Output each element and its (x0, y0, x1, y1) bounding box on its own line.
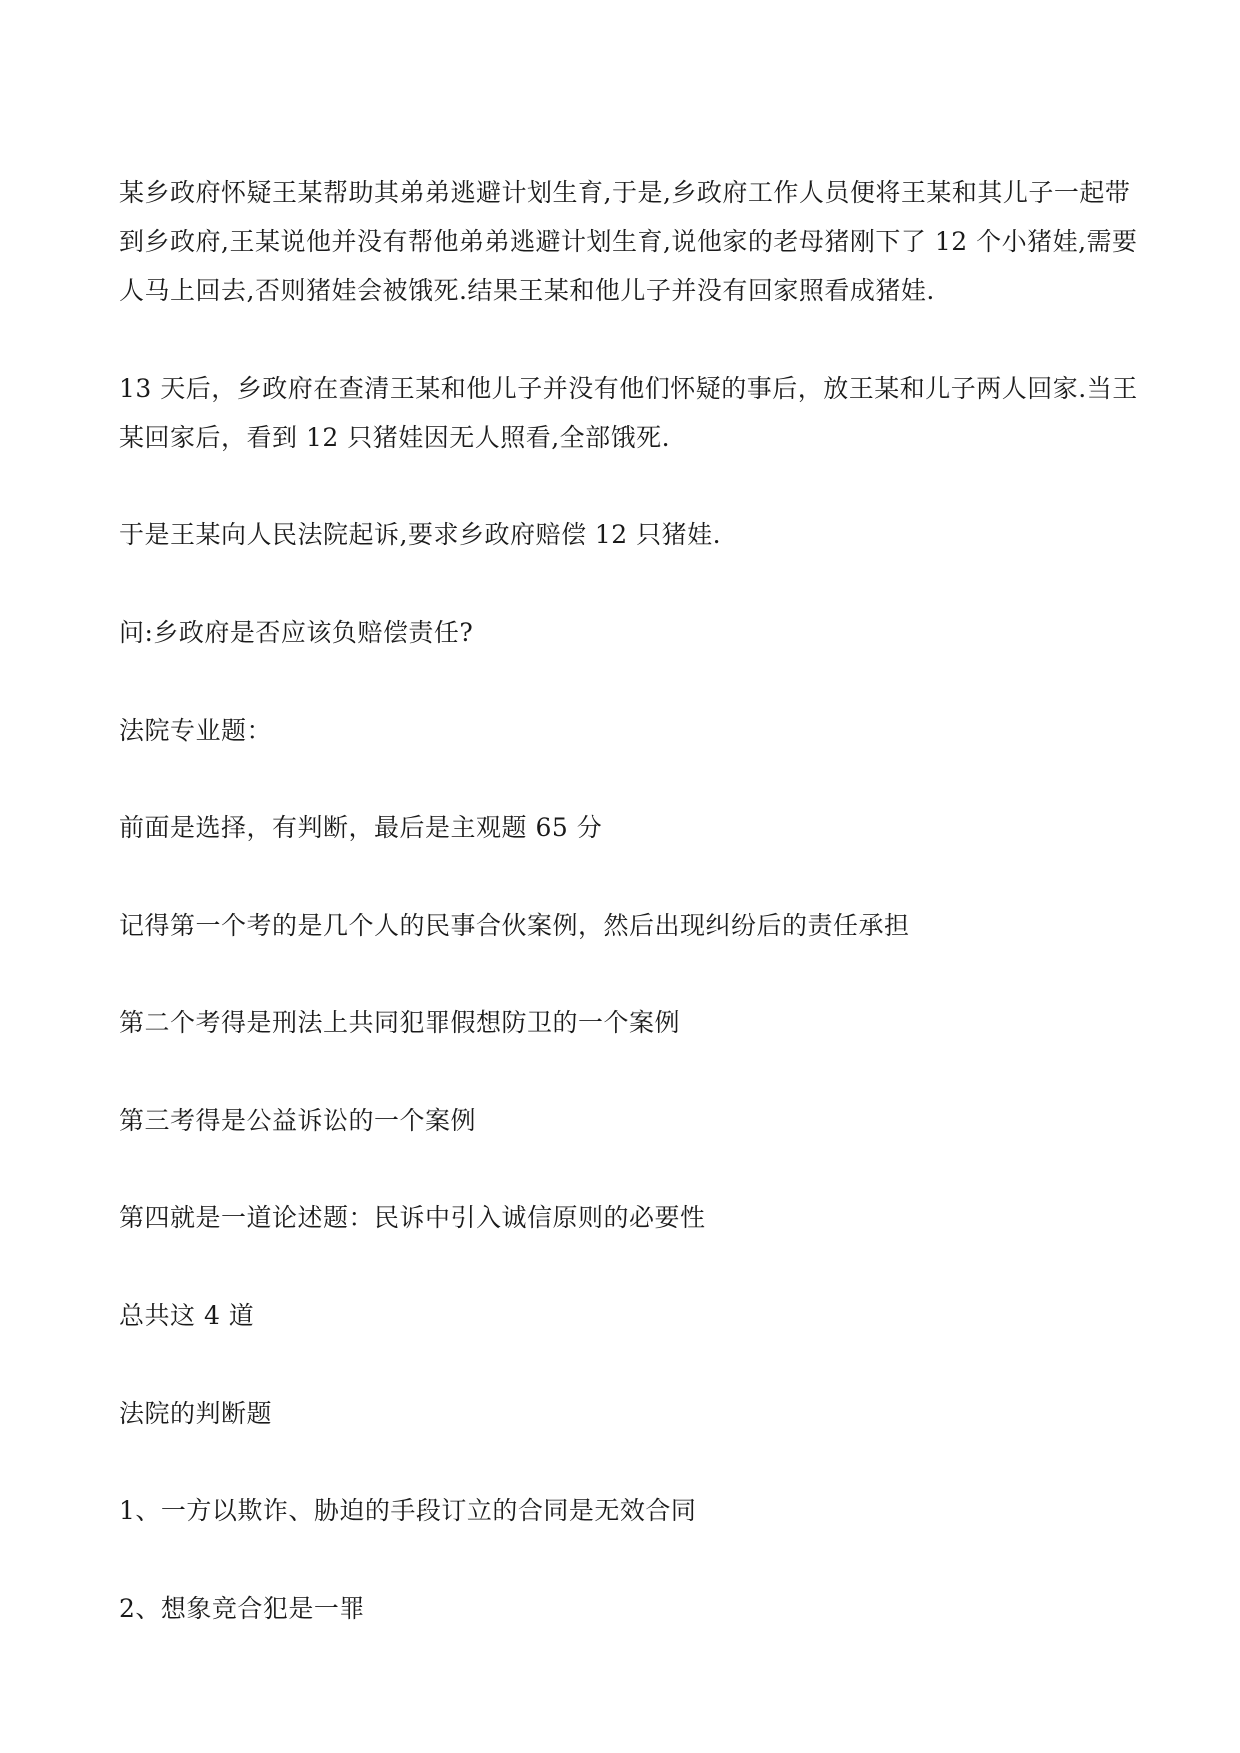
exam-question-1-paragraph: 记得第一个考的是几个人的民事合伙案例，然后出现纠纷后的责任承担 (119, 911, 910, 940)
section-heading-court-professional: 法院专业题： (119, 716, 273, 745)
exam-total-paragraph: 总共这 4 道 (119, 1301, 255, 1330)
section-heading-judgment-questions: 法院的判断题 (119, 1399, 273, 1428)
text-line: 人马上回去,否则猪娃会被饿死.结果王某和他儿子并没有回家照看成猪娃. (119, 276, 935, 305)
text-line: 某回家后，看到 12 只猪娃因无人照看,全部饿死. (119, 423, 671, 452)
case-outcome-paragraph (119, 364, 1138, 462)
text-line: 到乡政府,王某说他并没有帮他弟弟逃避计划生育,说他家的老母猪刚下了 12 个小猪娃,需要 (119, 227, 1138, 256)
exam-structure-paragraph: 前面是选择，有判断，最后是主观题 65 分 (119, 813, 603, 842)
judgment-item-1: 1、一方以欺诈、胁迫的手段订立的合同是无效合同 (119, 1496, 697, 1525)
judgment-item-2: 2、想象竞合犯是一罪 (119, 1594, 365, 1623)
lawsuit-paragraph: 于是王某向人民法院起诉,要求乡政府赔偿 12 只猪娃. (119, 520, 722, 549)
question-paragraph: 问:乡政府是否应该负赔偿责任? (119, 618, 474, 647)
exam-question-2-paragraph: 第二个考得是刑法上共同犯罪假想防卫的一个案例 (119, 1008, 681, 1037)
exam-question-3-paragraph: 第三考得是公益诉讼的一个案例 (119, 1106, 477, 1135)
text-line: 某乡政府怀疑王某帮助其弟弟逃避计划生育,于是,乡政府工作人员便将王某和其儿子一起带 (119, 178, 1131, 207)
text-line: 13 天后，乡政府在查清王某和他儿子并没有他们怀疑的事后，放王某和儿子两人回家.当王 (119, 374, 1138, 403)
case-description-paragraph (119, 168, 1138, 315)
exam-question-4-paragraph: 第四就是一道论述题：民诉中引入诚信原则的必要性 (119, 1203, 706, 1232)
